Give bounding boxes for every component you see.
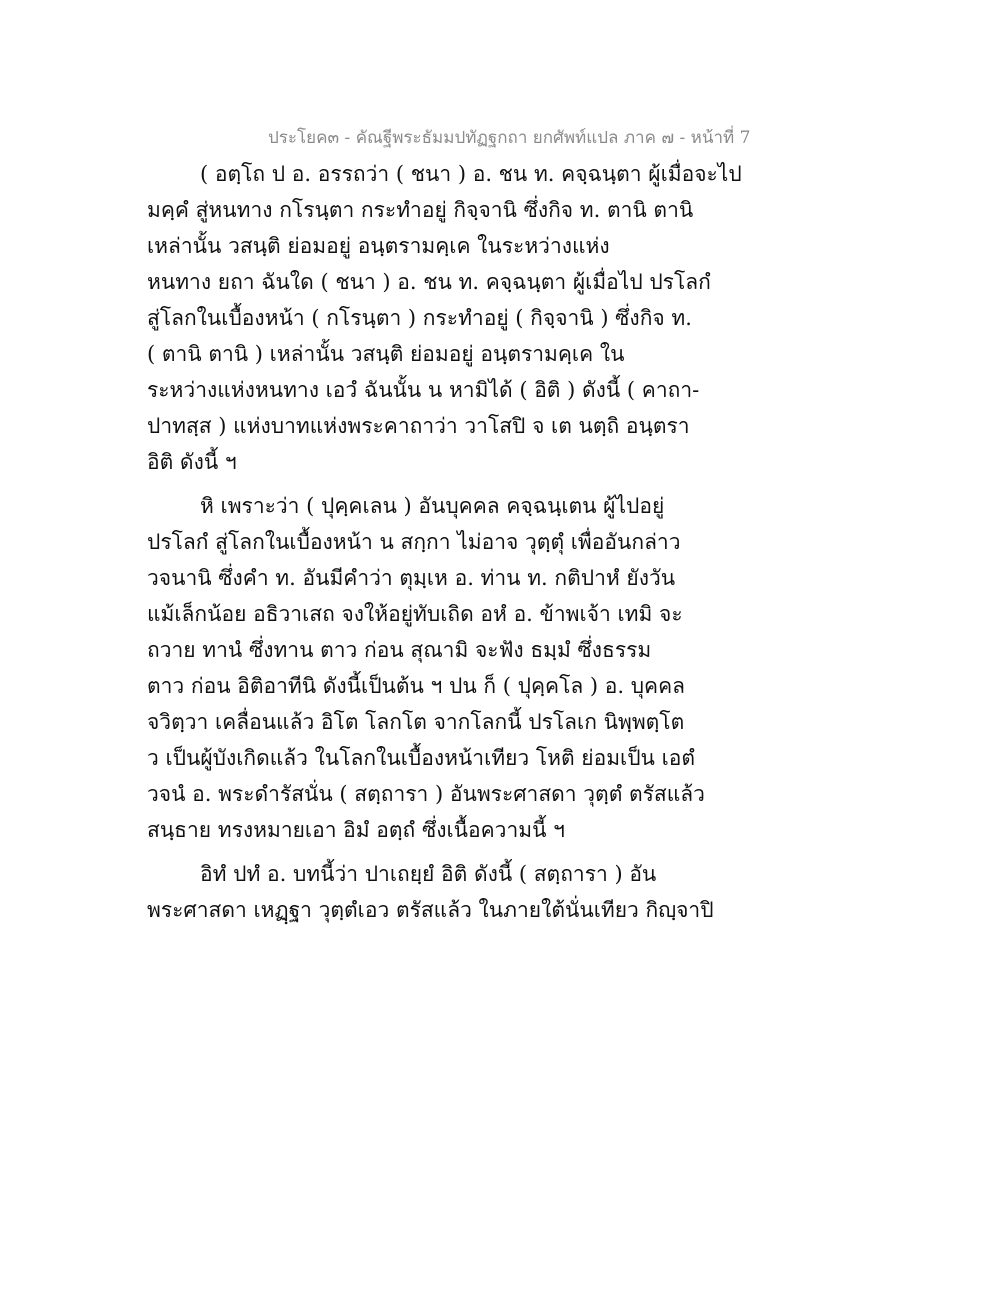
text-line: พระศาสดา เหฏฺฐา วุตฺตํเอว ตรัสแล้ว ในภายใต้นั่นเทียว กิญฺจาปิ xyxy=(147,898,714,922)
text-line: หนทาง ยถา ฉันใด ( ชนา ) อ. ชน ท. คจฺฉนฺตา ผู้เมื่อไป ปรโลกํ xyxy=(147,270,711,294)
text-line: วจนานิ ซึ่งคำ ท. อันมีคำว่า ตุมฺเห อ. ท่าน ท. กติปาหํ ยังวัน xyxy=(147,566,676,590)
paragraph-1 xyxy=(147,156,787,480)
text-line: ( อตฺโถ ป อ. อรรถว่า ( ชนา ) อ. ชน ท. คจฺฉนฺตา ผู้เมื่อจะไป xyxy=(200,162,742,186)
text-line: สู่โลกในเบื้องหน้า ( กโรนฺตา ) กระทำอยู่ ( กิจฺจานิ ) ซึ่งกิจ ท. xyxy=(147,306,692,330)
text-line: สนฺธาย ทรงหมายเอา อิมํ อตฺถํ ซึ่งเนื้อความนี้ ฯ xyxy=(147,818,565,842)
text-line: ตาว ก่อน อิติอาทีนิ ดังนี้เป็นต้น ฯ ปน ก็ ( ปุคฺคโล ) อ. บุคคล xyxy=(147,674,686,698)
text-line: มคฺคํ สู่หนทาง กโรนฺตา กระทำอยู่ กิจฺจานิ ซึ่งกิจ ท. ตานิ ตานิ xyxy=(147,198,694,222)
running-header: ประโยค๓ - คัณฐีพระธัมมปทัฏฐกถา ยกศัพท์แปล ภาค ๗ - หน้าที่ 7 xyxy=(268,128,751,148)
text-line: จวิตฺวา เคลื่อนแล้ว อิโต โลกโต จากโลกนี้ ปรโลเก นิพฺพตฺโต xyxy=(147,710,685,734)
text-line: อิติ ดังนี้ ฯ xyxy=(147,450,237,474)
text-line: หิ เพราะว่า ( ปุคฺคเลน ) อันบุคคล คจฺฉนฺเตน ผู้ไปอยู่ xyxy=(200,494,665,518)
text-line: ว เป็นผู้บังเกิดแล้ว ในโลกในเบื้องหน้าเทียว โหติ ย่อมเป็น เอตํ xyxy=(147,746,696,770)
text-line: ระหว่างแห่งหนทาง เอวํ ฉันนั้น น หามิได้ ( อิติ ) ดังนี้ ( คาถา- xyxy=(147,378,700,402)
text-line: วจนํ อ. พระดำรัสนั่น ( สตฺถารา ) อันพระศาสดา วุตฺตํ ตรัสแล้ว xyxy=(147,782,705,806)
paragraph-2 xyxy=(147,488,787,848)
text-line: เหล่านั้น วสนฺติ ย่อมอยู่ อนฺตรามคฺเค ในระหว่างแห่ง xyxy=(147,234,610,258)
text-line: แม้เล็กน้อย อธิวาเสถ จงให้อยู่ทับเถิด อหํ อ. ข้าพเจ้า เทมิ จะ xyxy=(147,602,683,626)
text-line: อิทํ ปทํ อ. บทนี้ว่า ปาเถยฺยํ อิติ ดังนี้ ( สตฺถารา ) อัน xyxy=(200,862,657,886)
paragraph-3 xyxy=(147,856,787,928)
text-line: ปาทสฺส ) แห่งบาทแห่งพระคาถาว่า วาโสปิ จ เต นตฺถิ อนฺตรา xyxy=(147,414,690,438)
text-line: ( ตานิ ตานิ ) เหล่านั้น วสนฺติ ย่อมอยู่ อนฺตรามคฺเค ใน xyxy=(147,342,625,366)
text-line: ถวาย ทานํ ซึ่งทาน ตาว ก่อน สุณามิ จะฟัง ธมฺมํ ซึ่งธรรม xyxy=(147,638,652,662)
document-body xyxy=(147,156,787,928)
text-line: ปรโลกํ สู่โลกในเบื้องหน้า น สกฺกา ไม่อาจ วุตฺตุํ เพื่ออันกล่าว xyxy=(147,530,681,554)
